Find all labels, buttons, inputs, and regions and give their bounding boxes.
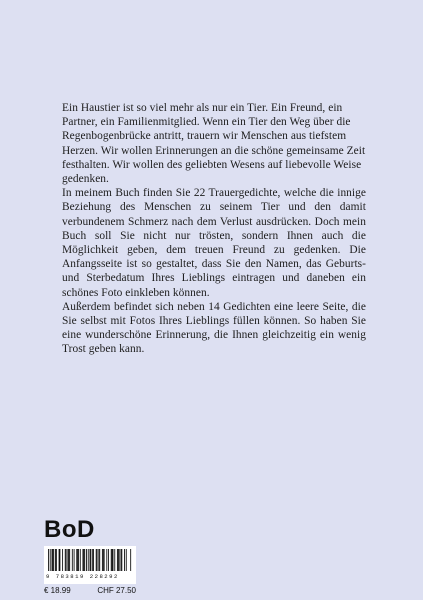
barcode-bar <box>108 549 109 571</box>
blurb-paragraph-2: In meinem Buch finden Sie 22 Trauergedichte, welche die innige Beziehung des Menschen zu seinem Tier und den damit verbundenem Schmerz nach dem Verlust ausdrücken. Doch mein Buch soll Sie nicht nur trösten, sondern Ihnen auch die Möglichkeit geben, dem treuen Freund zu gedenken. Die Anfangsseite ist so gestaltet, dass Sie den Namen, das Geburts- und Sterbedatum Ihres Lieblings eintragen und daneben ein schönes Foto einkleben können. <box>62 187 366 299</box>
barcode-bar <box>65 549 66 571</box>
barcode-bar <box>93 549 94 571</box>
barcode-bar <box>121 549 122 571</box>
barcode-bar <box>119 549 120 571</box>
barcode-bar <box>102 549 103 571</box>
barcode-bar <box>48 549 49 571</box>
barcode-bar <box>53 549 54 571</box>
barcode-bar <box>114 549 115 571</box>
barcode-bar <box>112 549 113 571</box>
barcode-bar <box>78 549 79 571</box>
barcode-bar <box>66 549 67 571</box>
price-eur: € 18.99 <box>44 586 71 595</box>
barcode-bar <box>80 549 81 571</box>
barcode-bar <box>96 549 97 571</box>
barcode-bar <box>52 549 53 571</box>
barcode-bar <box>77 549 78 571</box>
barcode-bar <box>86 549 87 571</box>
barcode-bar <box>90 549 91 571</box>
barcode-bar <box>88 549 89 571</box>
price-chf: CHF 27.50 <box>97 586 136 595</box>
barcode-bar <box>97 549 98 571</box>
price-line <box>44 586 136 595</box>
barcode-bar <box>59 549 60 571</box>
barcode-bar <box>76 549 77 571</box>
barcode-bar <box>99 549 100 571</box>
barcode-bar <box>130 549 131 571</box>
blurb-paragraph-1: Ein Haustier ist so viel mehr als nur ein Tier. Ein Freund, ein Partner, ein Familienmitglied. Wenn ein Tier den Weg über die Regenbogenbrücke antritt, trauern wir Menschen aus tiefstem Herzen. Wir wollen Erinnerungen an die schöne gemeinsame Zeit festhalten. Wir wollen des geliebten Wesens auf liebevolle Weise gedenken. <box>62 102 366 186</box>
barcode-bar <box>92 549 93 571</box>
barcode-bar <box>113 549 114 571</box>
barcode-bar <box>62 549 63 571</box>
isbn-digit-1: 9 <box>46 573 51 580</box>
barcode-bar <box>117 549 118 571</box>
barcode-bar <box>83 549 84 571</box>
barcode-bar <box>106 549 107 571</box>
barcode-bar <box>56 549 57 571</box>
barcode-bar <box>118 549 119 571</box>
barcode-bar <box>98 549 99 571</box>
barcode-bars <box>48 549 132 571</box>
isbn-barcode <box>44 546 136 584</box>
barcode-bar <box>68 549 69 571</box>
barcode-bar <box>59 549 60 571</box>
publisher-logo: BoD <box>44 516 95 543</box>
back-cover-blurb <box>62 101 366 357</box>
barcode-bar <box>104 549 105 571</box>
barcode-bar <box>72 549 73 571</box>
barcode-bar <box>84 549 85 571</box>
barcode-bar <box>50 549 51 571</box>
barcode-bar <box>90 549 91 571</box>
isbn-group-1: 783819 <box>55 573 85 580</box>
barcode-bar <box>55 549 56 571</box>
isbn-digits <box>46 573 134 580</box>
barcode-bar <box>69 549 70 571</box>
barcode-bar <box>111 549 112 571</box>
barcode-bar <box>121 549 122 571</box>
isbn-group-2: 228292 <box>89 573 119 580</box>
barcode-bar <box>52 549 53 571</box>
barcode-bar <box>124 549 125 571</box>
barcode-bar <box>103 549 104 571</box>
blurb-paragraph-3: Außerdem befindet sich neben 14 Gedichten eine leere Seite, die Sie selbst mit Fotos Ihres Lieblings füllen können. So haben Sie eine wunderschöne Erinnerung, die Ihnen gleichzeitig ein wenig Trost geben kann. <box>62 300 366 356</box>
barcode-bar <box>82 549 83 571</box>
barcode-bar <box>74 549 75 571</box>
barcode-bar <box>126 549 127 571</box>
barcode-bar <box>67 549 68 571</box>
